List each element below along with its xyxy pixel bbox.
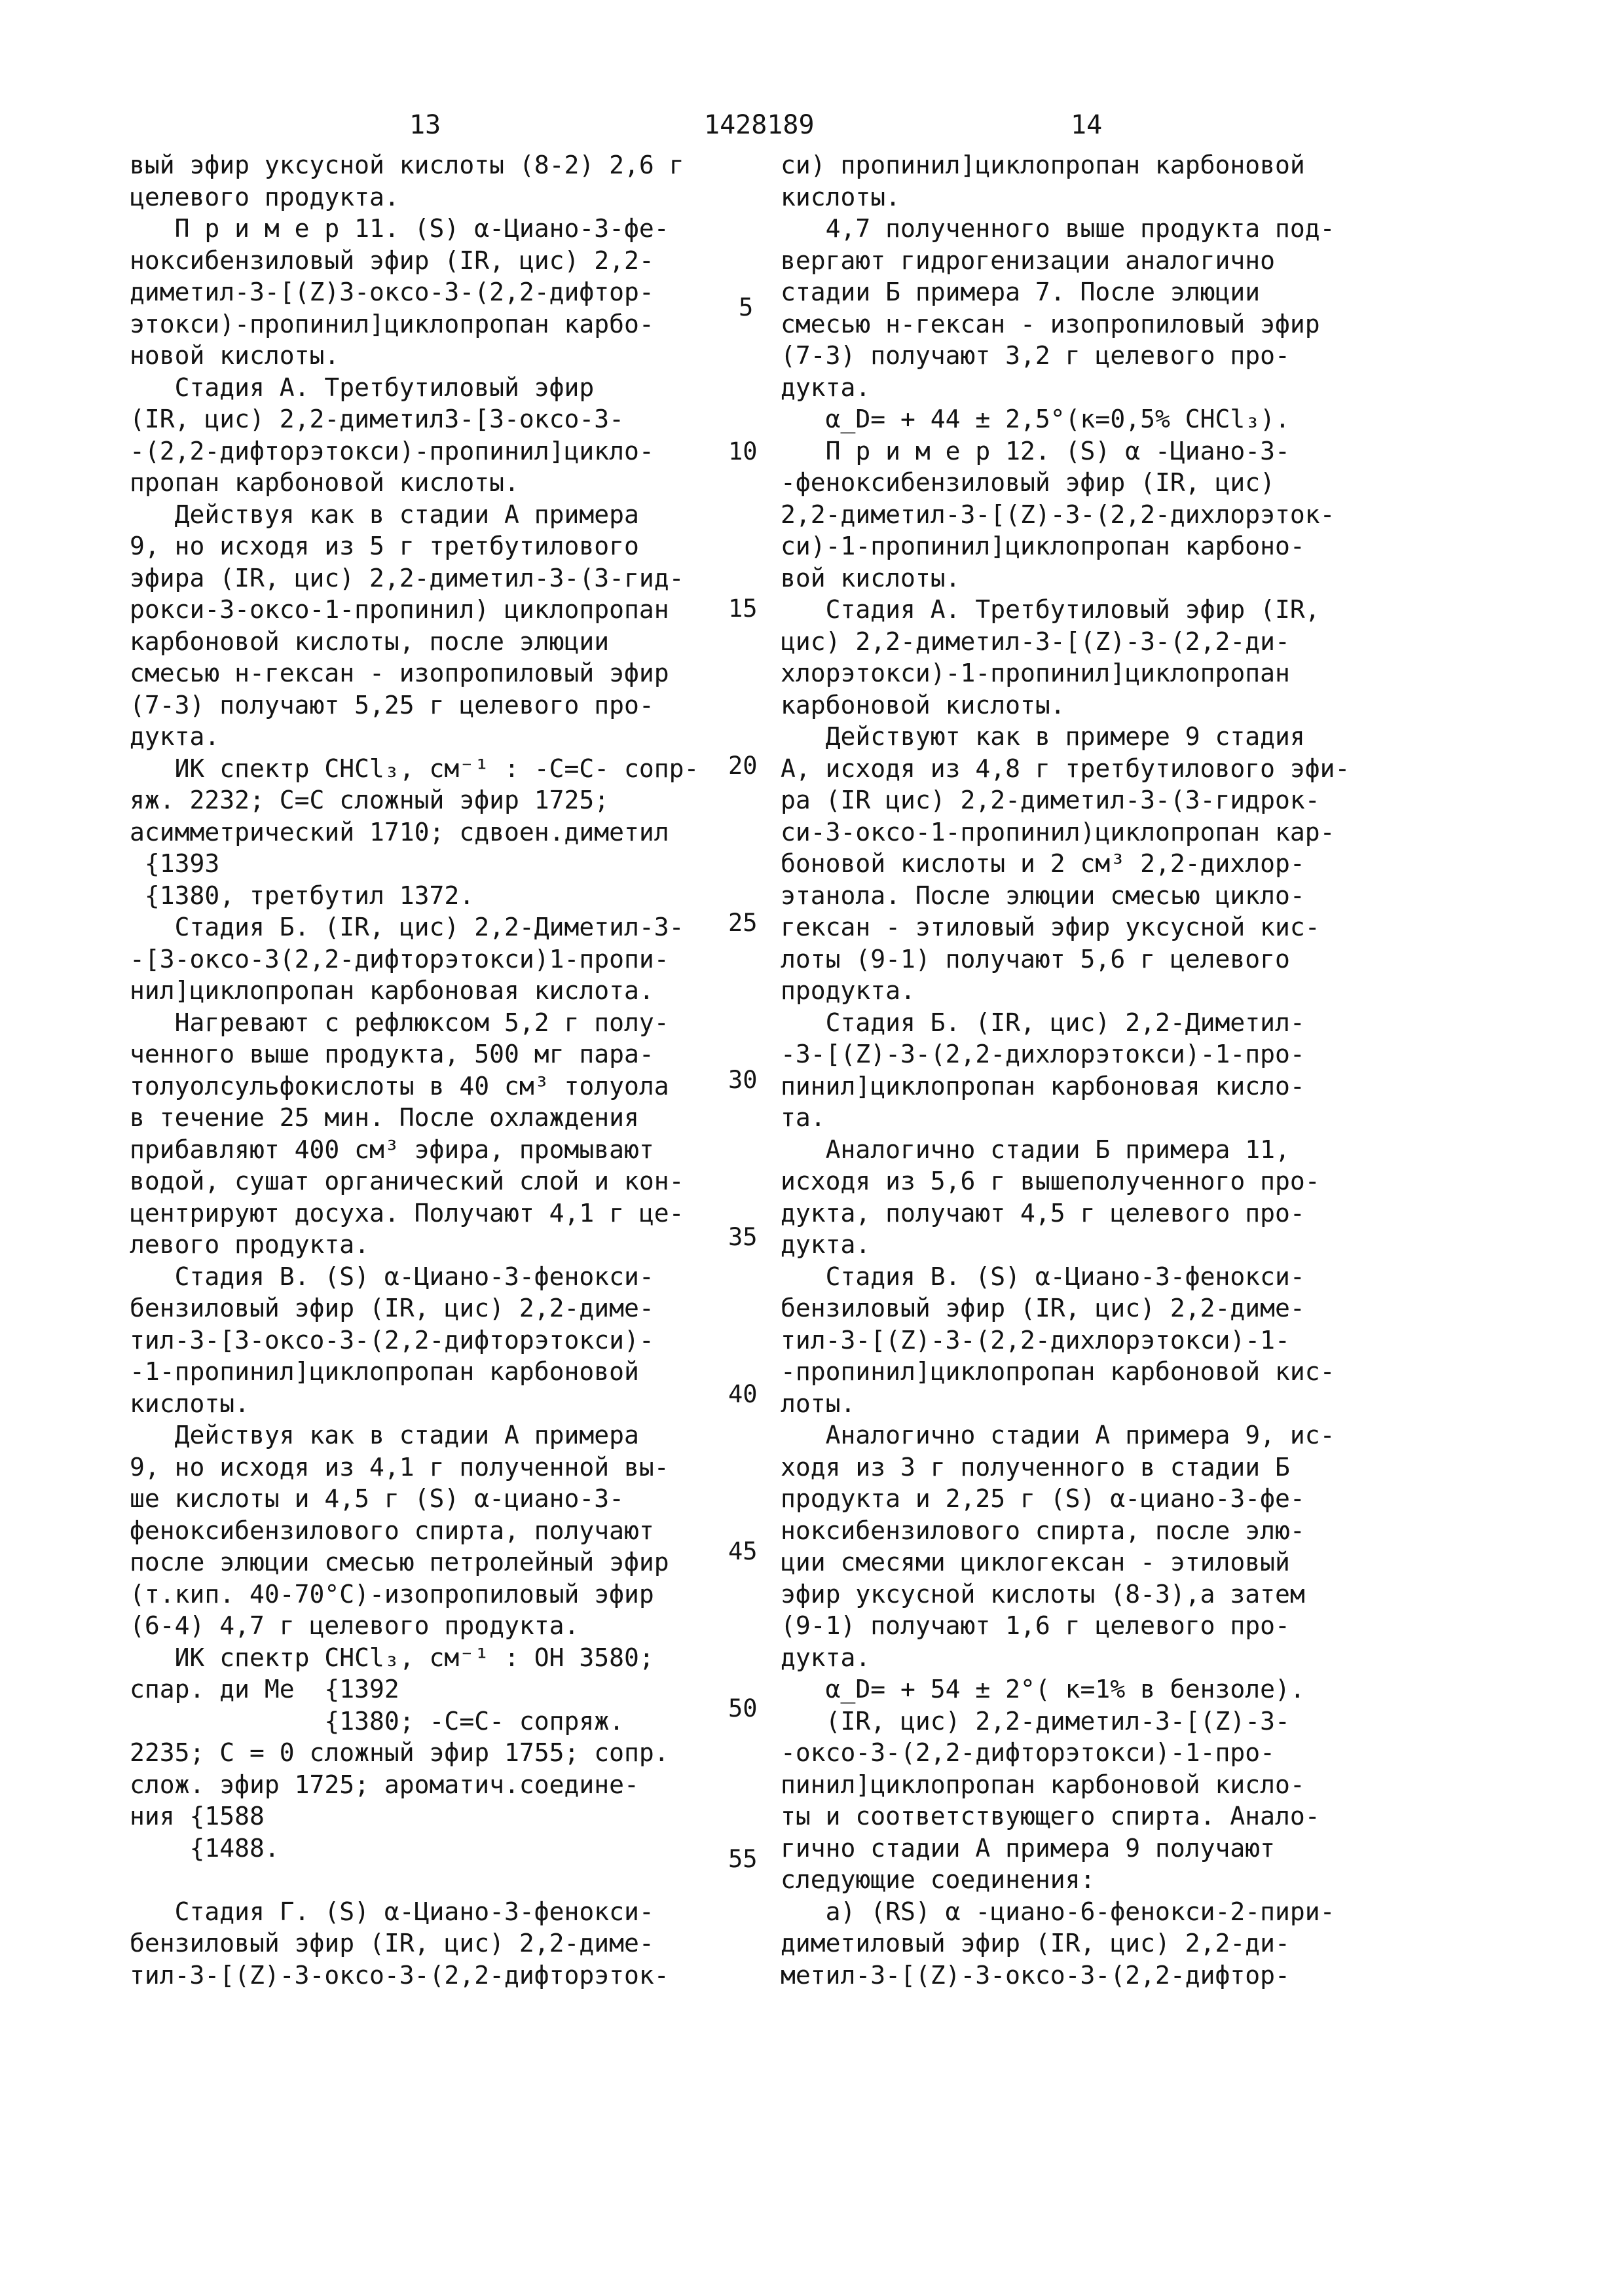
text-line: П р и м е р 11. (S) α-Циано-3-фе- (130, 213, 758, 245)
text-line: диметил-3-[(Z)3-оксо-3-(2,2-дифтор- (130, 276, 758, 308)
text-line: бензиловый эфир (IR, цис) 2,2-диме- (130, 1927, 758, 1959)
text-line: вергают гидрогенизации аналогично (781, 245, 1409, 277)
margin-line-number: 40 (728, 1380, 758, 1408)
text-line: стадии Б примера 7. После элюции (781, 276, 1409, 308)
text-line: продукта. (781, 975, 1409, 1007)
text-line: диметиловый эфир (IR, цис) 2,2-ди- (781, 1927, 1409, 1959)
text-line: этокси)-пропинил]циклопропан карбо- (130, 308, 758, 340)
left-text-column (130, 149, 758, 1991)
text-line: 9, но исходя из 5 г третбутилового (130, 530, 758, 562)
text-line: ИК спектр CHCl₃, см⁻¹ : -С=С- сопр- (130, 753, 758, 785)
page-number-left: 13 (409, 110, 441, 140)
text-line: Нагревают с рефлюксом 5,2 г полу- (130, 1007, 758, 1039)
text-line: лоты. (781, 1388, 1409, 1420)
text-line: -(2,2-дифторэтокси)-пропинил]цикло- (130, 435, 758, 467)
text-line: цис) 2,2-диметил-3-[(Z)-3-(2,2-ди- (781, 626, 1409, 658)
text-line: ше кислоты и 4,5 г (S) α-циано-3- (130, 1483, 758, 1515)
text-line: кислоты. (781, 181, 1409, 213)
text-line: пропан карбоновой кислоты. (130, 467, 758, 499)
text-line: (6-4) 4,7 г целевого продукта. (130, 1610, 758, 1642)
text-line: (IR, цис) 2,2-диметил-3-[(Z)-3- (781, 1705, 1409, 1738)
text-line: ченного выше продукта, 500 мг пара- (130, 1038, 758, 1070)
margin-line-number: 5 (739, 293, 753, 321)
text-line: Аналогично стадии Б примера 11, (781, 1134, 1409, 1166)
text-line: 2235; С = 0 сложный эфир 1755; сопр. (130, 1737, 758, 1769)
text-line: спар. ди Ме {1392 (130, 1673, 758, 1705)
text-line: боновой кислоты и 2 см³ 2,2-дихлор- (781, 848, 1409, 880)
text-line: пинил]циклопропан карбоновая кисло- (781, 1070, 1409, 1102)
text-line: {1380; -С=С- сопряж. (130, 1705, 758, 1738)
right-text-column (781, 149, 1409, 1991)
text-line: рокси-3-оксо-1-пропинил) циклопропан (130, 594, 758, 626)
text-line: 2,2-диметил-3-[(Z)-3-(2,2-дихлорэток- (781, 499, 1409, 531)
text-line: нил]циклопропан карбоновая кислота. (130, 975, 758, 1007)
text-line: смесью н-гексан - изопропиловый эфир (130, 657, 758, 689)
text-line: после элюции смесью петролейный эфир (130, 1546, 758, 1578)
text-line: Аналогично стадии А примера 9, ис- (781, 1419, 1409, 1451)
text-line: α_D= + 54 ± 2°( к=1% в бензоле). (781, 1673, 1409, 1705)
text-line: в течение 25 мин. После охлаждения (130, 1102, 758, 1134)
text-line: Действуя как в стадии А примера (130, 499, 758, 531)
text-line: (IR, цис) 2,2-диметил3-[3-оксо-3- (130, 403, 758, 435)
margin-line-number: 50 (728, 1694, 758, 1722)
text-line: эфир уксусной кислоты (8-3),а затем (781, 1578, 1409, 1611)
text-line: ния {1588 (130, 1800, 758, 1832)
page-number-right: 14 (1071, 110, 1102, 140)
text-line: дукта. (781, 1642, 1409, 1674)
text-line: эфира (IR, цис) 2,2-диметил-3-(3-гид- (130, 562, 758, 594)
text-line: (т.кип. 40-70°С)-изопропиловый эфир (130, 1578, 758, 1611)
margin-line-number: 25 (728, 909, 758, 937)
text-line: та. (781, 1102, 1409, 1134)
text-line: ции смесями циклогексан - этиловый (781, 1546, 1409, 1578)
patent-number: 1428189 (704, 110, 815, 140)
text-line: этанола. После элюции смесью цикло- (781, 880, 1409, 912)
text-line: лоты (9-1) получают 5,6 г целевого (781, 943, 1409, 975)
text-line: ИК спектр CHCl₃, см⁻¹ : ОН 3580; (130, 1642, 758, 1674)
text-line: асимметрический 1710; сдвоен.диметил (130, 816, 758, 848)
text-line: слож. эфир 1725; ароматич.соедине- (130, 1769, 758, 1801)
text-line: {1393 (130, 848, 758, 880)
text-line: кислоты. (130, 1388, 758, 1420)
text-line: А, исходя из 4,8 г третбутилового эфи- (781, 753, 1409, 785)
text-line: карбоновой кислоты. (781, 689, 1409, 721)
text-line: бензиловый эфир (IR, цис) 2,2-диме- (130, 1292, 758, 1324)
text-line: дукта. (781, 1229, 1409, 1261)
text-line: яж. 2232; С=С сложный эфир 1725; (130, 784, 758, 816)
text-line: продукта и 2,25 г (S) α-циано-3-фе- (781, 1483, 1409, 1515)
text-line: тил-3-[(Z)-3-оксо-3-(2,2-дифторэток- (130, 1959, 758, 1992)
text-line: хлорэтокси)-1-пропинил]циклопропан (781, 657, 1409, 689)
text-line: {1488. (130, 1832, 758, 1865)
text-line: -оксо-3-(2,2-дифторэтокси)-1-про- (781, 1737, 1409, 1769)
margin-line-number: 20 (728, 752, 758, 780)
text-line: левого продукта. (130, 1229, 758, 1261)
text-line: тил-3-[(Z)-3-(2,2-дихлорэтокси)-1- (781, 1324, 1409, 1357)
margin-line-number: 10 (728, 437, 758, 465)
text-line: Стадия А. Третбутиловый эфир (130, 372, 758, 404)
text-line: (7-3) получают 3,2 г целевого про- (781, 340, 1409, 372)
text-line: вый эфир уксусной кислоты (8-2) 2,6 г (130, 149, 758, 181)
text-line: -1-пропинил]циклопропан карбоновой (130, 1356, 758, 1388)
text-line: исходя из 5,6 г вышеполученного про- (781, 1165, 1409, 1197)
text-line: дукта. (781, 372, 1409, 404)
text-line: карбоновой кислоты, после элюции (130, 626, 758, 658)
text-line: вой кислоты. (781, 562, 1409, 594)
text-line: гично стадии А примера 9 получают (781, 1832, 1409, 1865)
text-line: Действуют как в примере 9 стадия (781, 721, 1409, 753)
text-line: -[3-оксо-3(2,2-дифторэтокси)1-пропи- (130, 943, 758, 975)
text-line: новой кислоты. (130, 340, 758, 372)
text-line: гексан - этиловый эфир уксусной кис- (781, 911, 1409, 943)
text-line: П р и м е р 12. (S) α -Циано-3- (781, 435, 1409, 467)
text-line: центрируют досуха. Получают 4,1 г це- (130, 1197, 758, 1230)
margin-line-number: 45 (728, 1537, 758, 1565)
text-line: Стадия Г. (S) α-Циано-3-фенокси- (130, 1896, 758, 1928)
text-line: ходя из 3 г полученного в стадии Б (781, 1451, 1409, 1484)
margin-line-number: 15 (728, 594, 758, 623)
text-line: си)-1-пропинил]циклопропан карбоно- (781, 530, 1409, 562)
text-line: (9-1) получают 1,6 г целевого про- (781, 1610, 1409, 1642)
text-line: -пропинил]циклопропан карбоновой кис- (781, 1356, 1409, 1388)
text-line: следующие соединения: (781, 1864, 1409, 1896)
text-line: -феноксибензиловый эфир (IR, цис) (781, 467, 1409, 499)
text-line: дукта. (130, 721, 758, 753)
text-line: смесью н-гексан - изопропиловый эфир (781, 308, 1409, 340)
text-line: 4,7 полученного выше продукта под- (781, 213, 1409, 245)
text-line: бензиловый эфир (IR, цис) 2,2-диме- (781, 1292, 1409, 1324)
text-line: метил-3-[(Z)-3-оксо-3-(2,2-дифтор- (781, 1959, 1409, 1992)
text-line: Стадия А. Третбутиловый эфир (IR, (781, 594, 1409, 626)
text-line: Стадия В. (S) α-Циано-3-фенокси- (130, 1261, 758, 1293)
text-line: си-3-оксо-1-пропинил)циклопропан кар- (781, 816, 1409, 848)
text-line: Стадия Б. (IR, цис) 2,2-Диметил- (781, 1007, 1409, 1039)
text-line: 9, но исходя из 4,1 г полученной вы- (130, 1451, 758, 1484)
text-line: ты и соответствующего спирта. Анало- (781, 1800, 1409, 1832)
margin-line-number: 55 (728, 1845, 758, 1873)
text-line: ра (IR цис) 2,2-диметил-3-(3-гидрок- (781, 784, 1409, 816)
margin-line-number: 30 (728, 1066, 758, 1094)
text-line: си) пропинил]циклопропан карбоновой (781, 149, 1409, 181)
text-line: α_D= + 44 ± 2,5°(к=0,5% CHCl₃). (781, 403, 1409, 435)
text-line: тил-3-[3-оксо-3-(2,2-дифторэтокси)- (130, 1324, 758, 1357)
text-line: -3-[(Z)-3-(2,2-дихлорэтокси)-1-про- (781, 1038, 1409, 1070)
text-line: Действуя как в стадии А примера (130, 1419, 758, 1451)
text-line: водой, сушат органический слой и кон- (130, 1165, 758, 1197)
text-line (130, 1864, 758, 1896)
text-line: толуолсульфокислоты в 40 см³ толуола (130, 1070, 758, 1102)
text-line: феноксибензилового спирта, получают (130, 1515, 758, 1547)
margin-line-number: 35 (728, 1223, 758, 1251)
text-line: Стадия В. (S) α-Циано-3-фенокси- (781, 1261, 1409, 1293)
text-line: дукта, получают 4,5 г целевого про- (781, 1197, 1409, 1230)
text-line: ноксибензиловый эфир (IR, цис) 2,2- (130, 245, 758, 277)
text-line: Стадия Б. (IR, цис) 2,2-Диметил-3- (130, 911, 758, 943)
text-line: пинил]циклопропан карбоновой кисло- (781, 1769, 1409, 1801)
text-line: целевого продукта. (130, 181, 758, 213)
text-line: а) (RS) α -циано-6-фенокси-2-пири- (781, 1896, 1409, 1928)
text-line: (7-3) получают 5,25 г целевого про- (130, 689, 758, 721)
text-line: ноксибензилового спирта, после элю- (781, 1515, 1409, 1547)
text-line: прибавляют 400 см³ эфира, промывают (130, 1134, 758, 1166)
text-line: {1380, третбутил 1372. (130, 880, 758, 912)
